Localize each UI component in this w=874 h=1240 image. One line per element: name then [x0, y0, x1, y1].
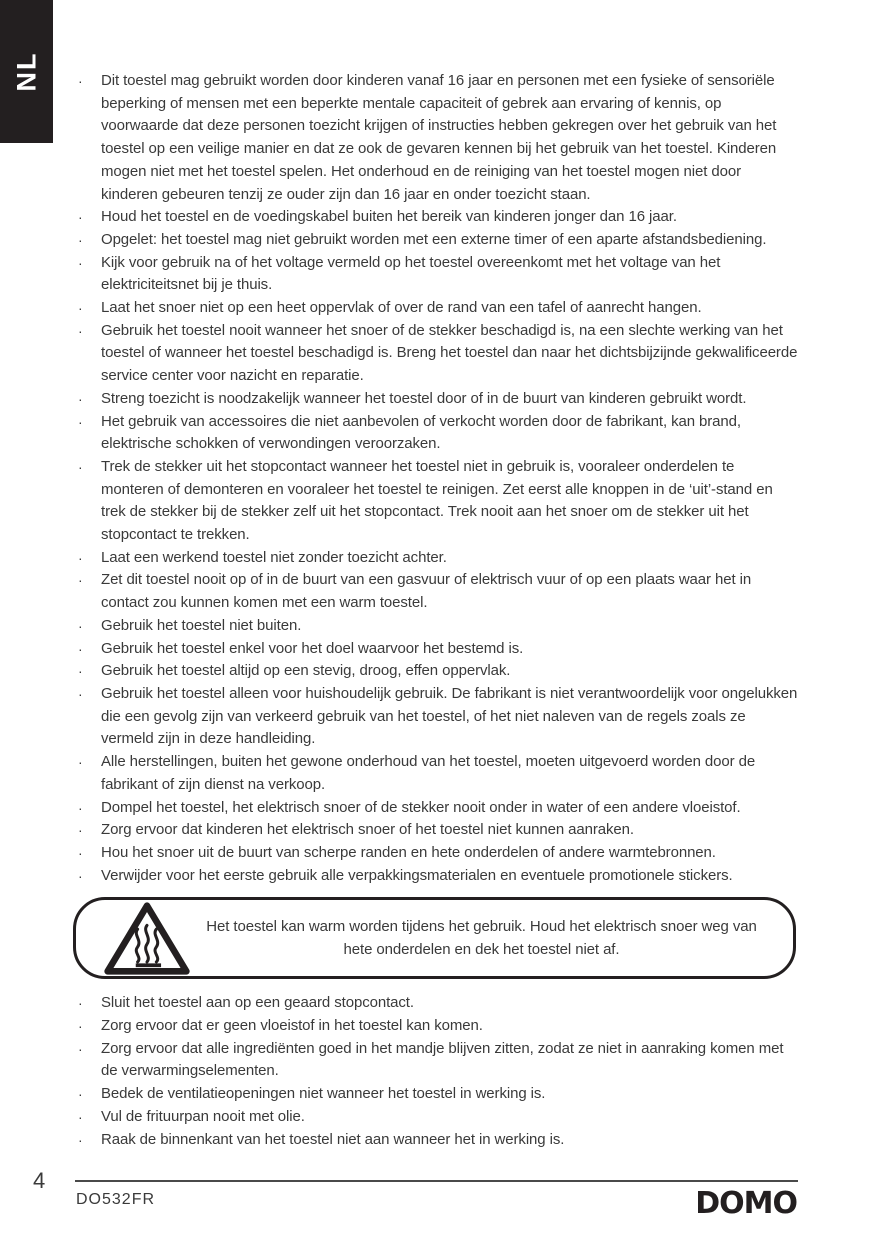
safety-item-text: Streng toezicht is noodzakelijk wanneer het toestel door of in de buurt van kinderen gebruikt wordt. [101, 389, 747, 407]
bullet-marker: · [78, 995, 83, 1012]
language-tab [0, 0, 53, 143]
safety-item-text: Laat een werkend toestel niet zonder toezicht achter. [101, 548, 447, 566]
safety-list-item [75, 1015, 798, 1038]
safety-item-text: Gebruik het toestel alleen voor huishoudelijk gebruik. De fabrikant is niet verantwoordelijk voor ongelukken die een gevolg zijn van verkeerd gebruik van het toestel, of het niet naleven van de regels zoals ze vermeld zijn in deze handleiding. [101, 684, 798, 748]
safety-item-text: Laat het snoer niet op een heet oppervlak of over de rand van een tafel of aanrecht hangen. [101, 299, 702, 317]
safety-list-item [75, 70, 798, 206]
safety-item-text: Verwijder voor het eerste gebruik alle verpakkingsmaterialen en eventuele promotionele stickers. [101, 866, 733, 884]
hot-surface-warning-icon [102, 898, 192, 979]
safety-item-text: Alle herstellingen, buiten het gewone onderhoud van het toestel, moeten uitgevoerd worden door de fabrikant of zijn dienst na verkoop. [101, 753, 756, 793]
bullet-marker: · [78, 685, 83, 702]
safety-list-item [75, 297, 798, 320]
safety-list-item [75, 252, 798, 297]
bullet-marker: · [78, 231, 83, 248]
safety-item-text: Dompel het toestel, het elektrisch snoer of de stekker nooit onder in water of een andere vloeistof. [101, 798, 741, 816]
safety-item-text: Dit toestel mag gebruikt worden door kinderen vanaf 16 jaar en personen met een fysieke of sensoriële beperking of mensen met een beperkte mentale capaciteit of gebrek aan ervaring of kennis, op voorwaarde dat deze personen toezicht krijgen of instructies hebben gekregen over het gebruik van het toestel op een veilige manier en dat ze ook de gevaren kennen bij het gebruik van het toestel. Kinderen mogen niet met het toestel spelen. Het onderhoud en de reiniging van het toestel mogen niet door kinderen gebeuren tenzij ze ouder zijn dan 16 jaar en onder toezicht staan. [101, 72, 777, 203]
domo-logo: DOMO [695, 1186, 797, 1221]
safety-item-text: Gebruik het toestel nooit wanneer het snoer of de stekker beschadigd is, na een slechte werking van het toestel of wanneer het toestel beschadigd is. Breng het toestel dan naar het dichtsbijzijnde gekwalificeerde service center voor nazicht en reparatie. [101, 321, 798, 385]
bullet-marker: · [78, 458, 83, 475]
page-number: 4 [33, 1168, 46, 1193]
language-tab-label: NL [11, 51, 41, 92]
safety-list-item [75, 229, 798, 252]
bullet-marker: · [78, 844, 83, 861]
safety-list-item [75, 411, 798, 456]
safety-item-text: Het gebruik van accessoires die niet aanbevolen of verkocht worden door de fabrikant, kan brand, elektrische schokken of verwondingen veroorzaken. [101, 412, 741, 453]
safety-item-text: Gebruik het toestel altijd op een stevig, droog, effen oppervlak. [101, 662, 511, 680]
bullet-marker: · [78, 572, 83, 589]
bullet-marker: · [78, 640, 83, 657]
model-code: DO532FR [76, 1191, 156, 1208]
safety-list-item [75, 865, 798, 888]
safety-list-item [75, 1038, 798, 1083]
bullet-marker: · [78, 663, 83, 680]
safety-list-item [75, 660, 798, 683]
safety-list-item [75, 320, 798, 388]
safety-list-item [75, 638, 798, 661]
bullet-marker: · [78, 413, 83, 430]
safety-list-item [75, 842, 798, 865]
safety-item-text: Zorg ervoor dat alle ingrediënten goed in het mandje blijven zitten, zodat ze niet in aanraking komen met de verwarmingselementen. [101, 1039, 784, 1080]
safety-list-item [75, 1129, 798, 1152]
safety-item-text: Hou het snoer uit de buurt van scherpe randen en hete onderdelen of andere warmtebronnen. [101, 843, 716, 861]
safety-item-text: Vul de frituurpan nooit met olie. [101, 1107, 305, 1125]
spacer [75, 979, 798, 992]
safety-list-item [75, 992, 798, 1015]
bullet-marker: · [78, 1018, 83, 1035]
safety-item-text: Houd het toestel en de voedingskabel buiten het bereik van kinderen jonger dan 16 jaar. [101, 208, 677, 226]
safety-list-item [75, 683, 798, 751]
bullet-marker: · [78, 1131, 83, 1148]
warning-box [73, 897, 796, 979]
bullet-marker: · [78, 322, 83, 339]
bullet-marker: · [78, 822, 83, 839]
safety-instructions-section [75, 70, 798, 1151]
safety-list-item [75, 751, 798, 796]
safety-item-text: Sluit het toestel aan op een geaard stopcontact. [101, 994, 414, 1012]
bullet-marker: · [78, 549, 83, 566]
warning-text: Het toestel kan warm worden tijdens het gebruik. Houd het elektrisch snoer weg van hete onderdelen en dek het toestel niet af. [206, 918, 757, 959]
safety-list-item [75, 547, 798, 570]
safety-item-text: Zorg ervoor dat er geen vloeistof in het toestel kan komen. [101, 1017, 483, 1035]
safety-list-top [75, 70, 798, 887]
safety-list-item [75, 1083, 798, 1106]
safety-item-text: Gebruik het toestel niet buiten. [101, 616, 302, 634]
safety-list-item [75, 819, 798, 842]
safety-item-text: Bedek de ventilatieopeningen niet wanneer het toestel in werking is. [101, 1085, 546, 1103]
bullet-marker: · [78, 73, 83, 89]
safety-item-text: Opgelet: het toestel mag niet gebruikt worden met een externe timer of een aparte afstandsbediening. [101, 230, 767, 248]
safety-item-text: Zorg ervoor dat kinderen het elektrisch snoer of het toestel niet kunnen aanraken. [101, 821, 634, 839]
safety-list-item [75, 388, 798, 411]
safety-list-item [75, 1106, 798, 1129]
bullet-marker: · [78, 754, 83, 771]
safety-item-text: Zet dit toestel nooit op of in de buurt van een gasvuur of elektrisch vuur of op een plaats waar het in contact zou kunnen komen met een warm toestel. [101, 571, 752, 612]
safety-item-text: Gebruik het toestel enkel voor het doel waarvoor het bestemd is. [101, 639, 524, 657]
safety-item-text: Kijk voor gebruik na of het voltage vermeld op het toestel overeenkomt met het voltage van het elektriciteitsnet bij je thuis. [101, 253, 721, 294]
footer-divider [75, 1180, 798, 1182]
safety-list-item [75, 206, 798, 229]
bullet-marker: · [78, 209, 83, 226]
bullet-marker: · [78, 867, 83, 884]
safety-list-item [75, 797, 798, 820]
bullet-marker: · [78, 1108, 83, 1125]
safety-list-bottom [75, 992, 798, 1151]
bullet-marker: · [78, 390, 83, 407]
safety-item-text: Trek de stekker uit het stopcontact wanneer het toestel niet in gebruik is, vooraleer onderdelen te monteren of demonteren en vooraleer het toestel te reinigen. Zet eerst alle knoppen in de ‘uit’-stand en trek de stekker bij de stekker zelf uit het stopcontact. Trek nooit aan het snoer om de stekker uit het stopcontact te trekken. [101, 457, 773, 544]
bullet-marker: · [78, 617, 83, 634]
bullet-marker: · [78, 799, 83, 816]
bullet-marker: · [78, 254, 83, 271]
bullet-marker: · [78, 1086, 83, 1103]
safety-list-item [75, 615, 798, 638]
bullet-marker: · [78, 1040, 83, 1057]
bullet-marker: · [78, 300, 83, 317]
safety-list-item [75, 569, 798, 614]
safety-item-text: Raak de binnenkant van het toestel niet aan wanneer het in werking is. [101, 1130, 565, 1148]
safety-list-item [75, 456, 798, 547]
